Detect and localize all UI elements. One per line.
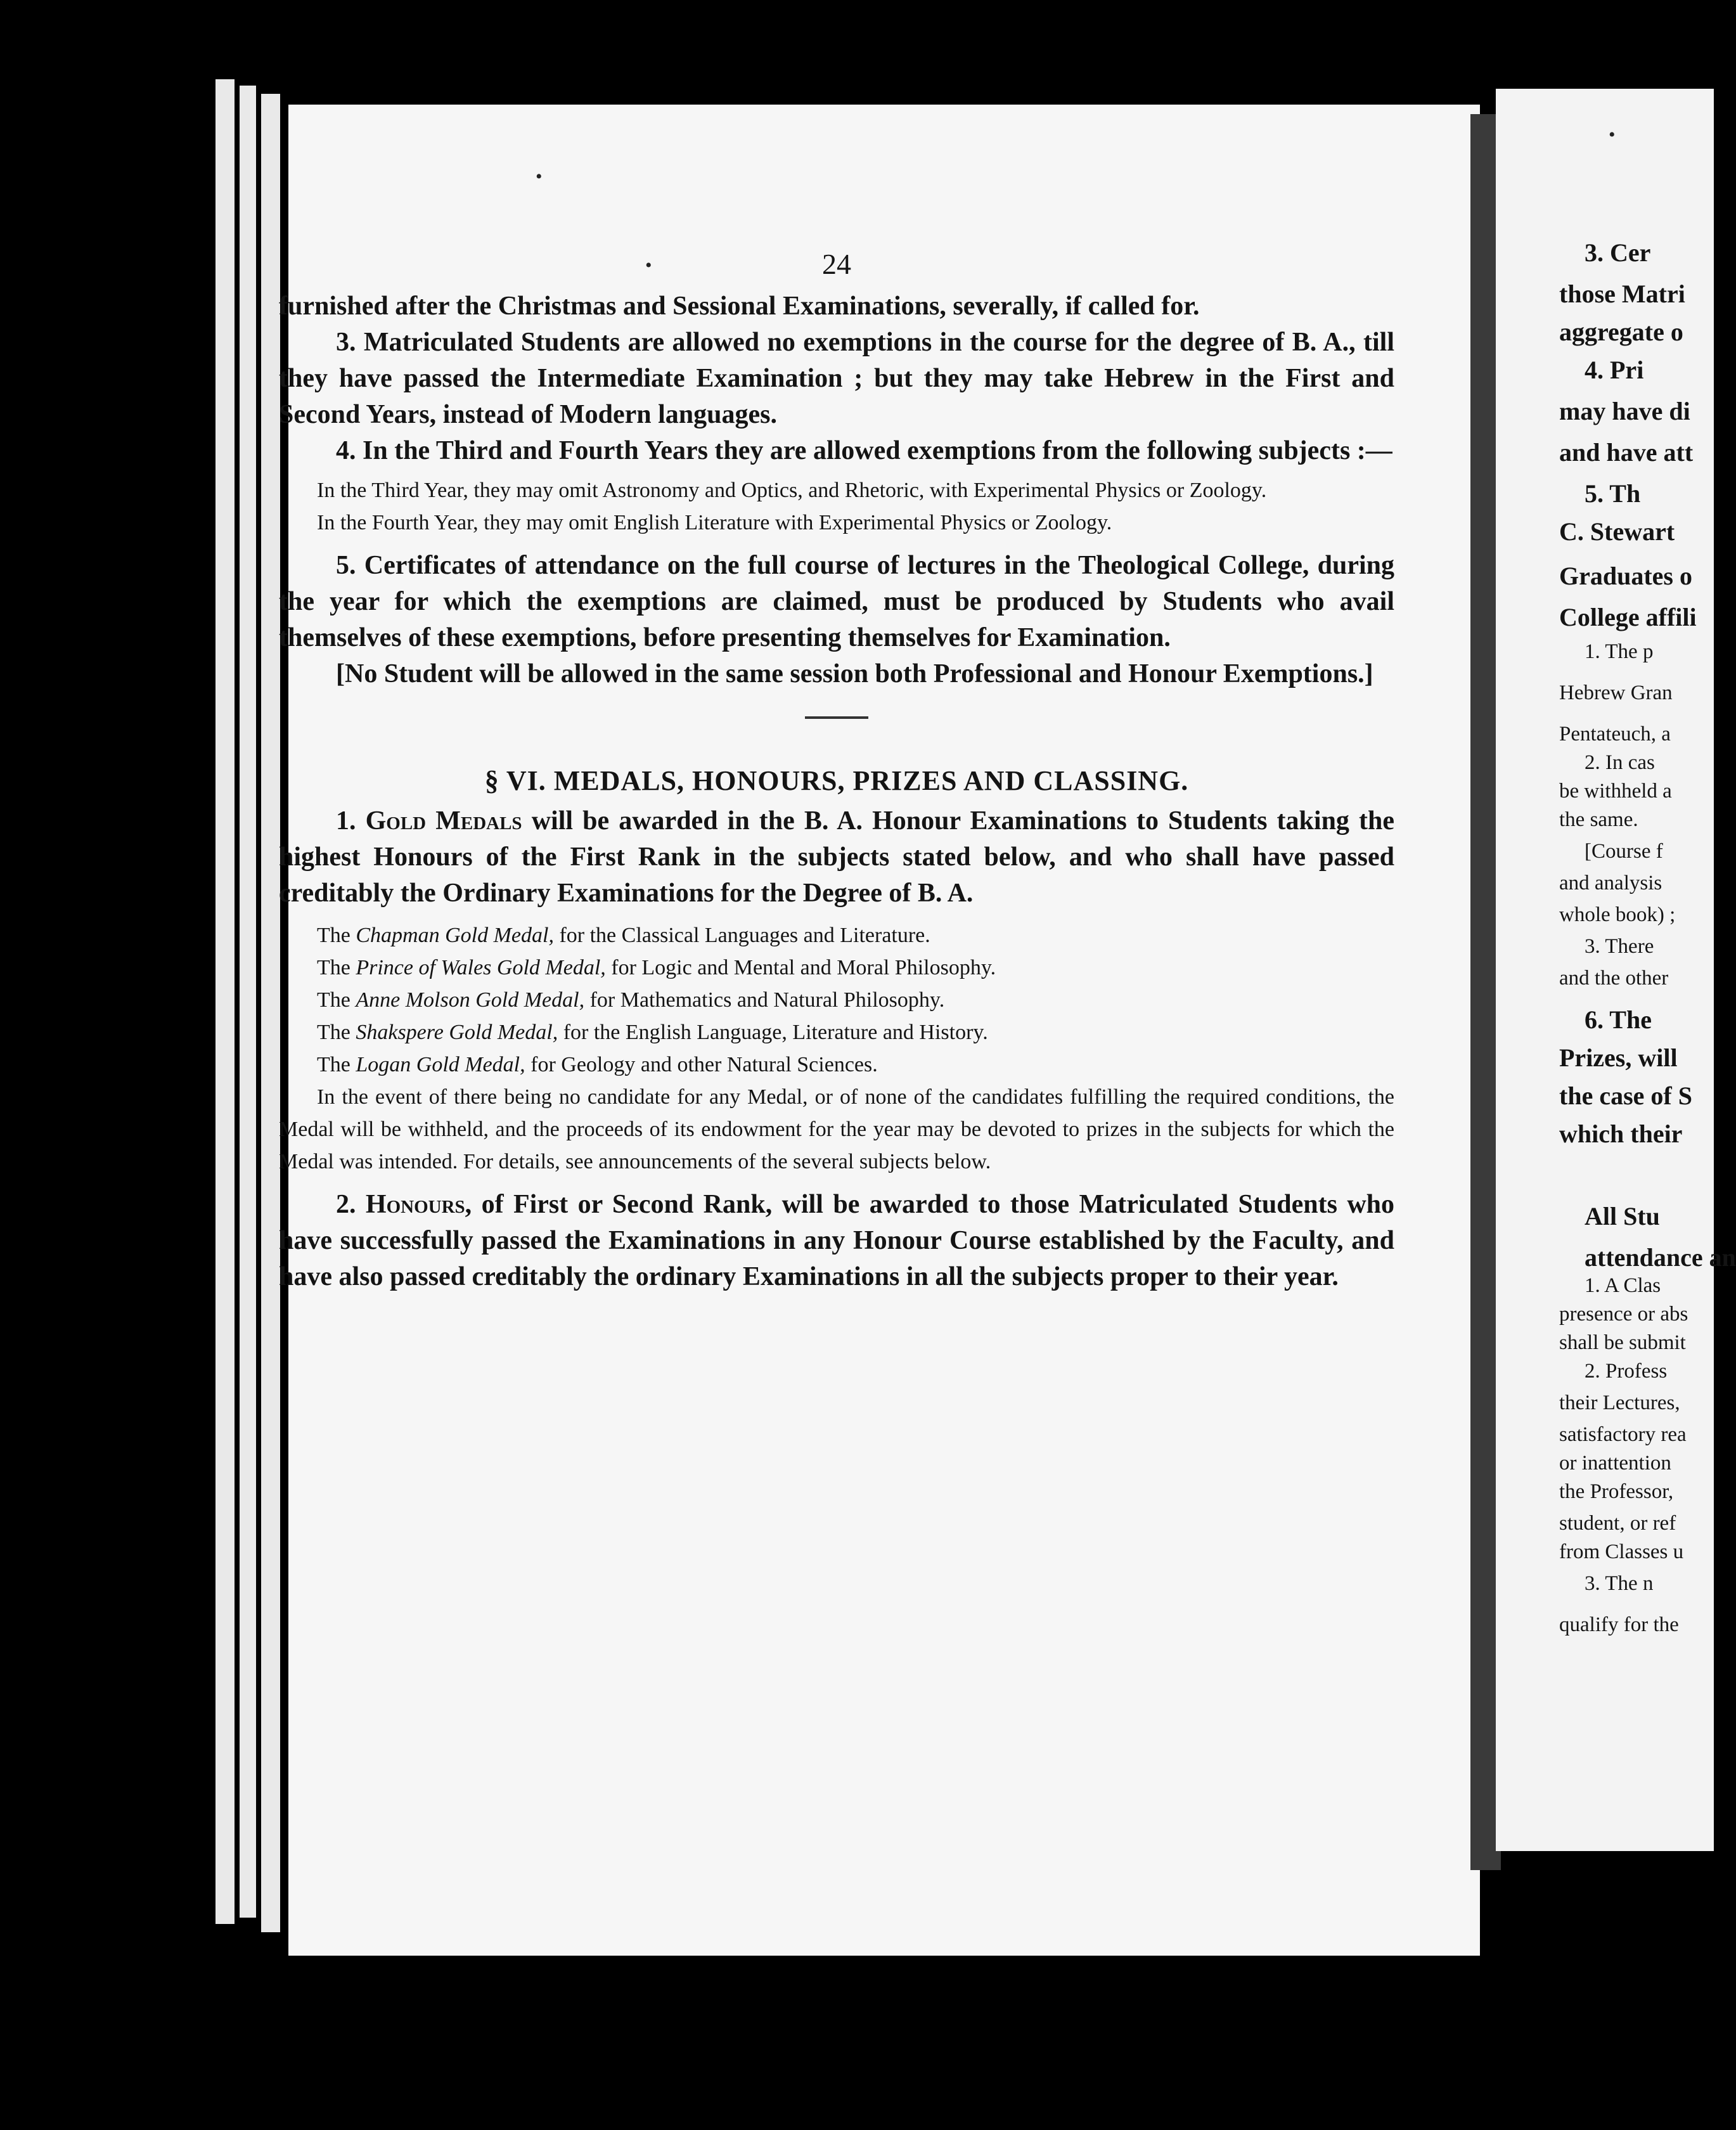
right-page-line: Hebrew Gran — [1559, 681, 1673, 704]
right-page-line: 5. Th — [1585, 479, 1641, 508]
paragraph-continuation: furnished after the Christmas and Sessional Examinations, severally, if called for. — [279, 292, 1200, 321]
right-page-line: presence or abs — [1559, 1303, 1688, 1326]
page-number: 24 — [822, 248, 851, 280]
right-page-line: satisfactory rea — [1559, 1423, 1687, 1446]
speck-mark: • — [1609, 124, 1616, 145]
right-page-line: whole book) ; — [1559, 903, 1676, 926]
right-page-line: qualify for the — [1559, 1613, 1679, 1636]
honours-paragraph: 2. Honours, of First or Second Rank, will be awarded to those Matriculated Students who have successfully passed the Examinations in any Honour Course established by the Faculty, and have also passed creditably the ordinary Examinations in all the subjects proper to their year. — [279, 1190, 1395, 1291]
right-page-line: C. Stewart — [1559, 517, 1675, 546]
fourth-year-exemptions: In the Fourth Year, they may omit English Literature with Experimental Physics or Zoology. — [317, 511, 1112, 534]
third-year-exemptions: In the Third Year, they may omit Astronomy and Optics, and Rhetoric, with Experimental Physics or Zoology. — [317, 479, 1267, 502]
right-page-line: Pentateuch, a — [1559, 723, 1671, 746]
section-heading: § VI. MEDALS, HONOURS, PRIZES AND CLASSING. — [484, 765, 1189, 796]
right-page-line: the case of S — [1559, 1081, 1692, 1110]
right-page-line: Prizes, will — [1559, 1043, 1678, 1072]
left-page-text — [279, 247, 1394, 1295]
right-page-line: Graduates o — [1559, 562, 1692, 590]
right-page-line: those Matri — [1559, 280, 1685, 308]
medal-item: The Logan Gold Medal, for Geology and other Natural Sciences. — [317, 1053, 878, 1076]
gold-medals-lead: Gold Medals — [365, 806, 522, 836]
right-page-line: 3. There — [1585, 935, 1654, 958]
paragraph-3-exemptions: 3. Matriculated Students are allowed no exemptions in the course for the degree of B. A., till they have passed the Intermediate Examination ; but they may take Hebrew in the First and Second Years, instead of Modern languages. — [279, 328, 1394, 429]
right-page-line: the Professor, — [1559, 1480, 1674, 1503]
medal-item: The Shakspere Gold Medal, for the English Language, Literature and History. — [317, 1021, 988, 1044]
right-page-line: attendance an — [1585, 1243, 1736, 1272]
paragraph-5-certificates: 5. Certificates of attendance on the full course of lectures in the Theological College, during the year for which the exemptions are claimed, must be produced by Students who avail themselves of these exemptions, before presenting themselves for Examination. — [279, 551, 1394, 652]
right-page-line: and have att — [1559, 438, 1694, 467]
exemptions-note: [No Student will be allowed in the same session both Professional and Honour Exemptions.] — [336, 659, 1373, 688]
right-page-line: shall be submit — [1559, 1331, 1686, 1354]
right-page-line: All Stu — [1585, 1202, 1660, 1230]
right-page-line: their Lectures, — [1559, 1391, 1680, 1414]
honours-lead: Honours, — [365, 1190, 472, 1219]
right-page-line: be withheld a — [1559, 780, 1672, 803]
gold-medals-paragraph: 1. Gold Medals will be awarded in the B. A. Honour Examinations to Students taking the highest Honours of the First Rank in the subjects stated below, and who shall have passed creditably the Ordinary Examinations for the Degree of B. A. — [279, 806, 1395, 908]
medal-item: The Chapman Gold Medal, for the Classical Languages and Literature. — [317, 924, 930, 947]
right-page-line: [Course f — [1585, 840, 1663, 863]
right-page-line: student, or ref — [1559, 1512, 1676, 1535]
paragraph-4-exemptions: 4. In the Third and Fourth Years they are allowed exemptions from the following subjects :— — [336, 436, 1392, 465]
right-page-line: 4. Pri — [1585, 356, 1644, 384]
right-page-line: the same. — [1559, 808, 1638, 831]
right-page-line: 3. The n — [1585, 1572, 1654, 1595]
right-page-line: 3. Cer — [1585, 238, 1651, 267]
right-page-line: 1. A Clas — [1585, 1274, 1661, 1297]
medal-item: The Prince of Wales Gold Medal, for Logic and Mental and Moral Philosophy. — [317, 956, 996, 979]
right-page-line: 6. The — [1585, 1005, 1652, 1034]
medals-list — [279, 919, 1394, 1081]
right-page-line: and the other — [1559, 967, 1669, 990]
right-page-line: 1. The p — [1585, 640, 1654, 663]
right-page-line: from Classes u — [1559, 1540, 1684, 1563]
right-page-line: and analysis — [1559, 872, 1662, 894]
medal-item: The Anne Molson Gold Medal, for Mathematics and Natural Philosophy. — [317, 988, 945, 1012]
right-page-line: College affili — [1559, 603, 1697, 631]
speck-mark: • — [536, 166, 543, 187]
book-page-right — [1496, 89, 1736, 1851]
medal-note: In the event of there being no candidate for any Medal, or of none of the candidates fulfilling the required conditions, the Medal will be withheld, and the proceeds of its endowment for the year may be devoted to prizes in the subjects for which the Medal was intended. For details, see announcements of the several subjects below. — [279, 1085, 1394, 1173]
speck-mark: • — [645, 255, 652, 276]
right-page-line: 2. In cas — [1585, 751, 1655, 774]
right-page-line: aggregate o — [1559, 318, 1683, 346]
right-page-line: 2. Profess — [1585, 1360, 1668, 1383]
right-page-line: which their — [1559, 1120, 1683, 1148]
section-divider — [805, 716, 868, 719]
right-page-line: may have di — [1559, 397, 1690, 425]
right-page-line: or inattention — [1559, 1452, 1671, 1475]
